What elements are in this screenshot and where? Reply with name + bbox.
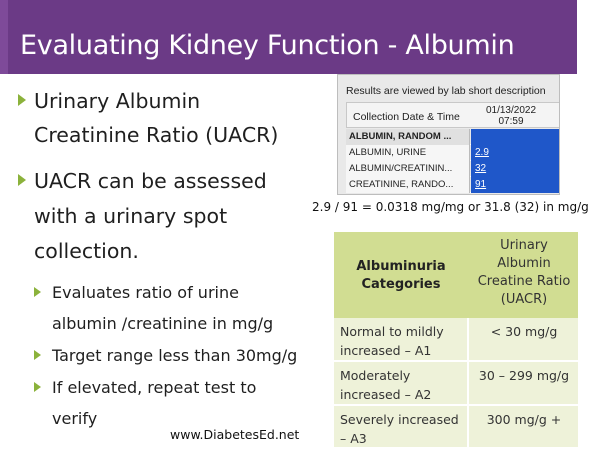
category-cell bbox=[340, 366, 460, 404]
lab-results-grid bbox=[346, 129, 560, 193]
lab-results-image bbox=[337, 74, 560, 195]
sub-bullet-3-line-1: If elevated, repeat test to bbox=[52, 378, 257, 397]
uacr-value-cell: 300 mg/g + bbox=[486, 412, 562, 427]
category-cell bbox=[340, 410, 460, 448]
bullet-2-line-2: with a urinary spot bbox=[34, 204, 228, 228]
lab-time: 07:59 bbox=[498, 116, 524, 127]
lab-date-label: Collection Date & Time bbox=[353, 111, 460, 123]
lab-row-value-link[interactable]: 2.9 bbox=[475, 147, 489, 158]
table-row bbox=[334, 406, 578, 447]
category-line: increased – A2 bbox=[340, 387, 432, 402]
header-uacr-line: (UACR) bbox=[500, 292, 548, 307]
lab-row-value-link[interactable]: 91 bbox=[475, 179, 487, 190]
lab-date: 01/13/2022 bbox=[485, 105, 537, 116]
category-cell bbox=[340, 322, 460, 360]
lab-row bbox=[346, 145, 560, 161]
category-line: Normal to mildly bbox=[340, 324, 444, 339]
lab-row-label: ALBUMIN/CREATININ... bbox=[346, 161, 470, 177]
lab-row-value-cell bbox=[471, 145, 560, 161]
title-bar bbox=[0, 0, 577, 74]
lab-row-label: CREATININE, RANDO... bbox=[346, 177, 470, 193]
sub-bullet-1-line-2: albumin /creatinine in mg/g bbox=[52, 314, 274, 333]
table-row bbox=[334, 362, 578, 404]
lab-row bbox=[346, 129, 560, 145]
bullet-1-line-2: Creatinine Ratio (UACR) bbox=[34, 123, 279, 147]
lab-row bbox=[346, 177, 560, 193]
table-header bbox=[334, 232, 578, 318]
slide-title: Evaluating Kidney Function - Albumin bbox=[20, 30, 515, 61]
lab-row-value-cell bbox=[471, 161, 560, 177]
header-uacr bbox=[470, 237, 578, 309]
category-line: Moderately bbox=[340, 368, 411, 383]
sub-bullet-arrow-icon bbox=[34, 382, 41, 392]
bullet-arrow-icon bbox=[18, 174, 26, 186]
header-uacr-line: Urinary bbox=[500, 238, 548, 253]
website-link[interactable]: www.DiabetesEd.net bbox=[170, 427, 300, 442]
sub-bullet-1-line-1: Evaluates ratio of urine bbox=[52, 283, 239, 302]
lab-row-value-cell bbox=[471, 177, 560, 193]
header-categories-line: Categories bbox=[361, 277, 441, 292]
uacr-value-cell: 30 – 299 mg/g bbox=[478, 368, 570, 383]
lab-header: Results are viewed by lab short description bbox=[346, 85, 546, 97]
category-line: Severely increased bbox=[340, 412, 459, 427]
sub-bullet-2-line-1: Target range less than 30mg/g bbox=[52, 346, 298, 365]
title-accent bbox=[0, 0, 8, 74]
header-categories-line: Albuminuria bbox=[356, 259, 446, 274]
lab-row-label: ALBUMIN, RANDOM ... bbox=[346, 129, 470, 145]
category-line: increased – A1 bbox=[340, 343, 432, 358]
header-uacr-line: Creatine Ratio bbox=[477, 274, 571, 289]
bullet-2-line-3: collection. bbox=[34, 239, 139, 263]
bullet-1-line-1: Urinary Albumin bbox=[34, 89, 201, 113]
lab-date-row bbox=[346, 102, 560, 128]
lab-row-label: ALBUMIN, URINE bbox=[346, 145, 470, 161]
header-categories bbox=[342, 258, 460, 294]
category-line: – A3 bbox=[340, 431, 367, 446]
column-divider bbox=[467, 318, 469, 447]
sub-bullet-3-line-2: verify bbox=[52, 409, 98, 428]
bullet-2-line-1: UACR can be assessed bbox=[34, 169, 267, 193]
sub-bullet-arrow-icon bbox=[34, 350, 41, 360]
bullet-arrow-icon bbox=[18, 94, 26, 106]
uacr-value-cell: < 30 mg/g bbox=[490, 324, 558, 339]
sub-bullet-arrow-icon bbox=[34, 287, 41, 297]
lab-row-value-link[interactable]: 32 bbox=[475, 163, 487, 174]
lab-row bbox=[346, 161, 560, 177]
lab-row-value-cell bbox=[471, 129, 560, 145]
calculation-text: 2.9 / 91 = 0.0318 mg/mg or 31.8 (32) in mg/g bbox=[312, 200, 589, 214]
header-uacr-line: Albumin bbox=[497, 256, 551, 271]
table-row bbox=[334, 318, 578, 360]
